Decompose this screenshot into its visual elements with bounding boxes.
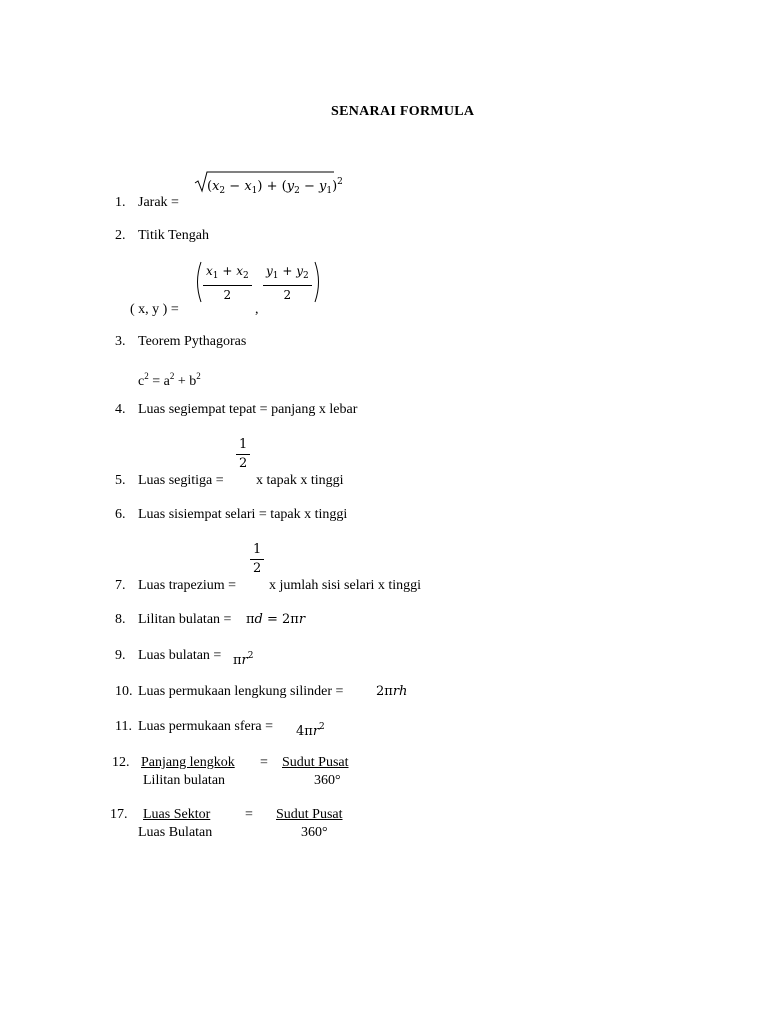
- sphere-surface-formula: $4\pi r^2$: [296, 722, 325, 739]
- item-number: 12.: [112, 755, 130, 770]
- midpoint-comma: ,: [255, 302, 259, 317]
- arc-length-label: Panjang lengkok: [141, 755, 235, 770]
- item-number: 9.: [115, 648, 126, 663]
- item-number: 5.: [115, 473, 126, 488]
- item-number: 6.: [115, 507, 126, 522]
- central-angle-label: Sudut Pusat: [282, 755, 349, 770]
- central-angle-label: Sudut Pusat: [276, 807, 343, 822]
- item-number: 1.: [115, 195, 126, 210]
- item-number: 3.: [115, 334, 126, 349]
- circumference-formula: πd = 2πr: [246, 612, 306, 627]
- sector-area-label: Luas Sektor: [143, 807, 211, 822]
- midpoint-lhs: ( x, y ) =: [130, 302, 179, 317]
- equals-sign: =: [260, 755, 268, 770]
- item-label: Luas bulatan =: [138, 648, 222, 663]
- item-rest: x jumlah sisi selari x tinggi: [269, 578, 422, 593]
- item-number: 8.: [115, 612, 126, 627]
- item-rest: x tapak x tinggi: [256, 473, 344, 488]
- item-number: 11.: [115, 719, 132, 734]
- circle-area-formula: $\pi r^2$: [233, 651, 254, 668]
- item-label: Luas segiempat tepat = panjang x lebar: [138, 402, 358, 417]
- degrees-label: 360°: [314, 773, 341, 788]
- sqrt-radicand: $(x_2 - x_1) + (y_2 - y_1)^2$: [207, 177, 343, 196]
- item-number: 7.: [115, 578, 126, 593]
- item-label: Jarak =: [138, 195, 179, 210]
- item-number: 17.: [110, 807, 128, 822]
- degrees-label: 360°: [301, 825, 328, 840]
- fraction-y: $\frac{y_1 + y_2}{2}$: [263, 262, 312, 304]
- item-number: 10.: [115, 684, 133, 699]
- fraction-half: $\frac{1}{2}$: [236, 436, 250, 473]
- item-label: Luas permukaan sfera =: [138, 719, 274, 734]
- cylinder-surface-formula: 2πrh: [376, 684, 408, 699]
- item-number: 2.: [115, 228, 126, 243]
- item-label: Luas permukaan lengkung silinder =: [138, 684, 344, 699]
- page-title: SENARAI FORMULA: [331, 104, 475, 119]
- item-label: Teorem Pythagoras: [138, 334, 247, 349]
- equals-sign: =: [245, 807, 253, 822]
- item-label: Luas trapezium =: [138, 578, 237, 593]
- item-label: Luas segitiga =: [138, 473, 224, 488]
- circumference-label: Lilitan bulatan: [143, 773, 226, 788]
- fraction-half: $\frac{1}{2}$: [250, 541, 264, 578]
- fraction-x: $\frac{x_1 + x_2}{2}$: [203, 262, 252, 304]
- circle-area-label: Luas Bulatan: [138, 825, 213, 840]
- item-label: Titik Tengah: [138, 228, 209, 243]
- item-label: Lilitan bulatan =: [138, 612, 232, 627]
- pythagoras-formula: $c^2 = a^2 + b^2$: [138, 371, 201, 389]
- item-number: 4.: [115, 402, 126, 417]
- item-label: Luas sisiempat selari = tapak x tinggi: [138, 507, 348, 522]
